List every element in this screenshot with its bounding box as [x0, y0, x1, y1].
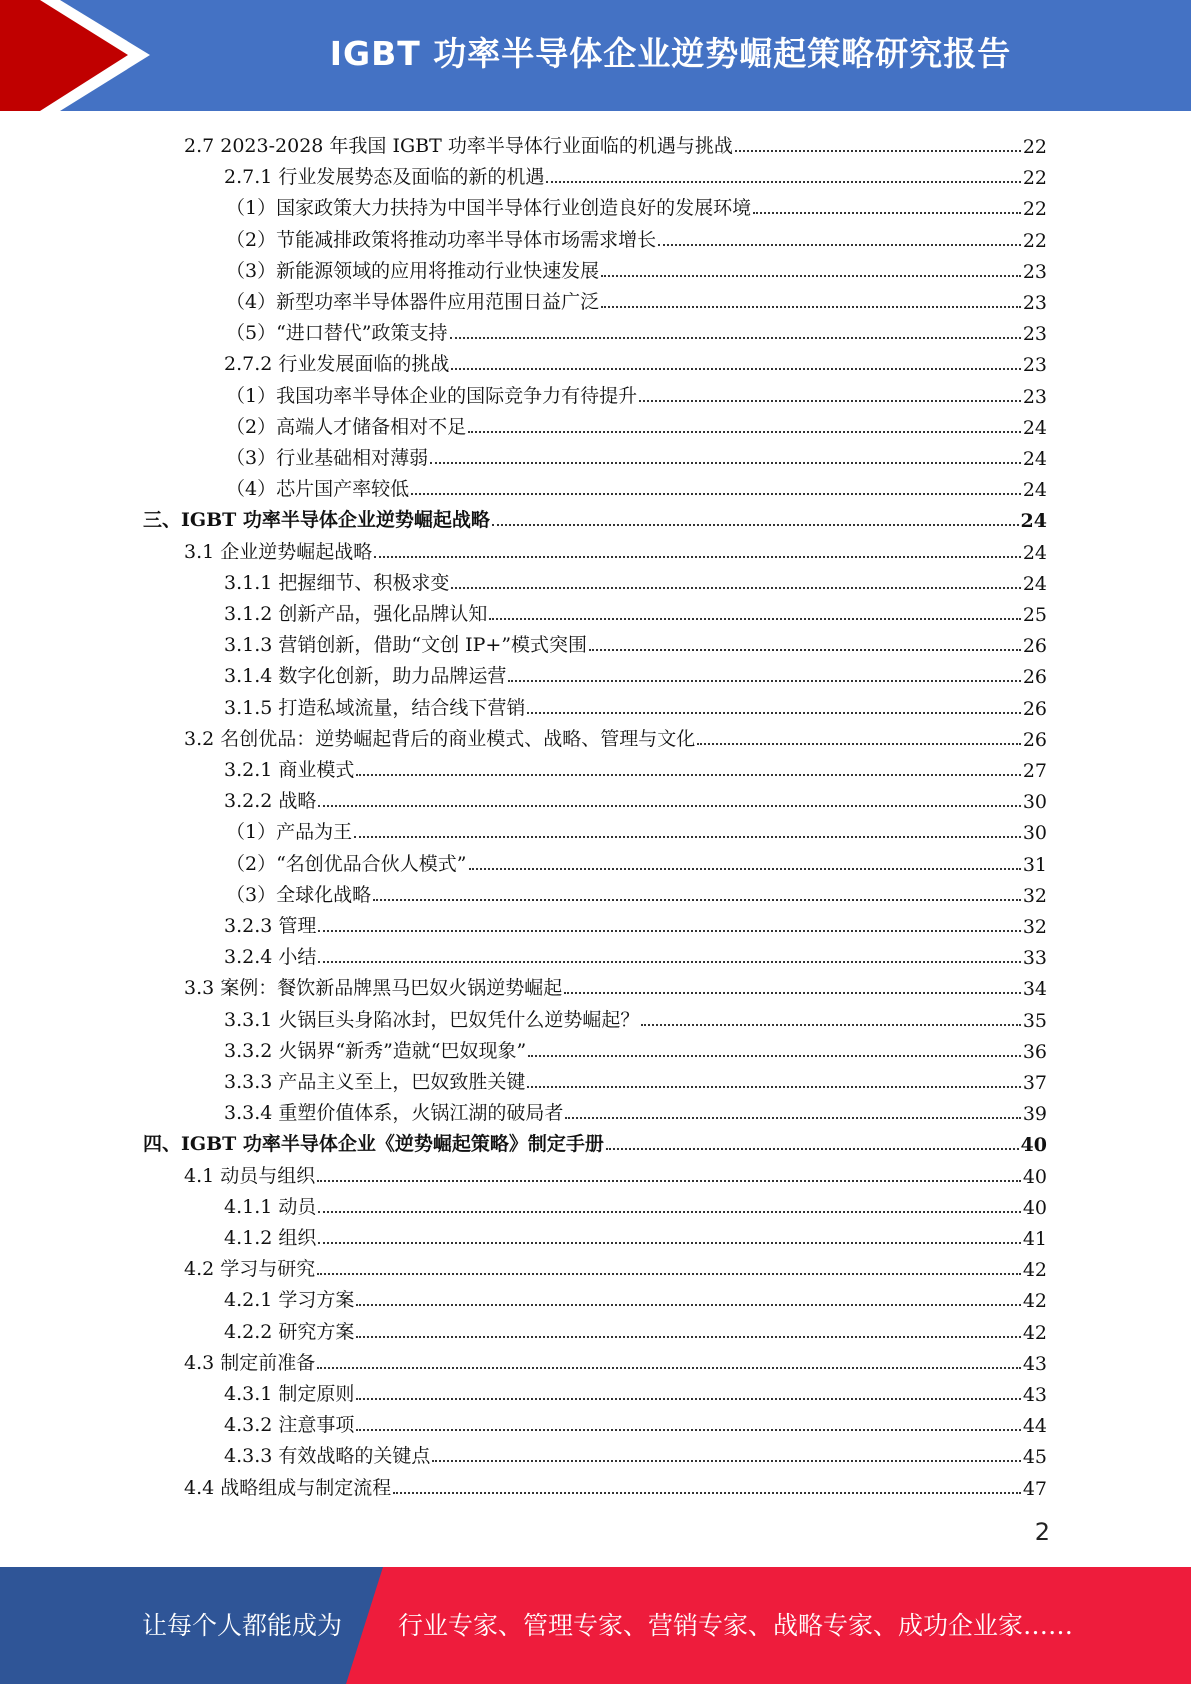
toc-entry[interactable] [226, 813, 1047, 844]
toc-dot-leader [356, 1429, 1020, 1431]
toc-entry-page: 42 [1022, 1290, 1047, 1313]
toc-dot-leader [658, 244, 1021, 246]
toc-entry[interactable] [143, 1125, 1047, 1156]
toc-entry[interactable] [184, 127, 1047, 158]
toc-entry-label: 2.7.1 行业发展势态及面临的新的机遇 [224, 166, 545, 189]
toc-entry-page: 32 [1022, 884, 1047, 907]
toc-entry-label: 3.3.3 产品主义至上，巴奴致胜关键 [224, 1071, 526, 1093]
toc-entry[interactable] [224, 907, 1047, 938]
toc-entry[interactable] [224, 1281, 1047, 1312]
toc-dot-leader [589, 649, 1021, 651]
toc-entry[interactable] [226, 845, 1047, 876]
toc-entry-label: （1）国家政策大力扶持为中国半导体行业创造良好的发展环境 [226, 197, 752, 220]
toc-entry[interactable] [224, 657, 1047, 688]
toc-entry-page: 24 [1022, 541, 1047, 564]
toc-entry-page: 41 [1022, 1228, 1047, 1250]
toc-dot-leader [489, 618, 1020, 620]
toc-entry-page: 36 [1022, 1040, 1047, 1063]
toc-entry-label: 3.3.4 重塑价值体系，火锅江湖的破局者 [224, 1102, 564, 1125]
page-number: 2 [1034, 1518, 1050, 1546]
toc-entry[interactable] [226, 283, 1047, 314]
toc-entry-label: 3.1.3 营销创新，借助“文创 IP+”模式突围 [224, 634, 588, 657]
toc-entry[interactable] [224, 1437, 1047, 1468]
toc-entry-label: 3.1 企业逆势崛起战略 [184, 540, 373, 563]
toc-entry[interactable] [224, 595, 1047, 626]
toc-entry[interactable] [184, 969, 1047, 1000]
toc-dot-leader [317, 1180, 1021, 1182]
toc-entry-page: 27 [1022, 760, 1047, 782]
toc-entry-page: 22 [1022, 198, 1047, 221]
toc-entry-label: 3.1.2 创新产品，强化品牌认知 [224, 603, 488, 625]
toc-entry-page: 40 [1022, 1196, 1047, 1219]
toc-entry[interactable] [224, 1406, 1047, 1437]
toc-entry-label: 4.2.1 学习方案 [224, 1289, 355, 1312]
toc-dot-leader [393, 1492, 1021, 1494]
toc-entry[interactable] [224, 345, 1047, 376]
toc-entry-page: 25 [1022, 604, 1047, 626]
toc-entry[interactable] [226, 314, 1047, 345]
toc-entry-label: 4.1.1 动员 [224, 1195, 317, 1218]
toc-entry-page: 23 [1022, 323, 1047, 346]
toc-entry-page: 34 [1022, 978, 1047, 1001]
toc-entry[interactable] [184, 1344, 1047, 1375]
toc-dot-leader [601, 275, 1021, 277]
toc-entry-page: 40 [1020, 1134, 1047, 1157]
toc-entry[interactable] [224, 1375, 1047, 1406]
toc-dot-leader [432, 1460, 1020, 1462]
toc-dot-leader [430, 462, 1021, 464]
toc-entry-page: 24 [1022, 416, 1047, 439]
toc-entry-page: 26 [1022, 635, 1047, 658]
toc-entry-label: 3.1.5 打造私域流量，结合线下营销 [224, 696, 526, 719]
toc-dot-leader [317, 1273, 1021, 1275]
toc-entry[interactable] [184, 1157, 1047, 1188]
toc-entry-page: 23 [1022, 354, 1047, 377]
toc-entry-label: 3.3 案例：餐饮新品牌黑马巴奴火锅逆势崛起 [184, 977, 563, 1000]
toc-dot-leader [527, 712, 1020, 714]
toc-dot-leader [318, 1211, 1020, 1213]
toc-entry[interactable] [143, 501, 1047, 532]
toc-dot-leader [697, 743, 1021, 745]
toc-entry-page: 26 [1022, 728, 1047, 751]
toc-entry-page: 43 [1022, 1384, 1047, 1406]
toc-dot-leader [527, 1086, 1020, 1088]
toc-entry-page: 23 [1022, 385, 1047, 408]
toc-dot-leader [546, 181, 1020, 183]
toc-dot-leader [450, 337, 1021, 339]
toc-dot-leader [565, 1117, 1020, 1119]
toc-entry-label: （1）产品为王 [226, 821, 353, 844]
toc-entry-page: 33 [1022, 947, 1047, 970]
toc-entry-page: 45 [1022, 1446, 1047, 1469]
toc-dot-leader [601, 306, 1021, 308]
toc-entry[interactable] [224, 751, 1047, 782]
toc-entry[interactable] [224, 564, 1047, 595]
toc-entry-label: 3.2.4 小结 [224, 946, 317, 969]
toc-entry[interactable] [184, 533, 1047, 564]
toc-dot-leader [356, 1336, 1020, 1338]
toc-dot-leader [753, 212, 1021, 214]
toc-entry-label: 3.3.2 火锅界“新秀”造就“巴奴现象” [224, 1039, 527, 1062]
toc-entry-page: 44 [1022, 1415, 1047, 1438]
toc-entry-label: 4.4 战略组成与制定流程 [184, 1476, 392, 1499]
toc-dot-leader [373, 899, 1021, 901]
toc-dot-leader [508, 680, 1020, 682]
toc-entry-page: 37 [1022, 1072, 1047, 1094]
toc-entry[interactable] [224, 626, 1047, 657]
page-footer [0, 1567, 1191, 1684]
toc-entry-page: 24 [1022, 448, 1047, 470]
toc-dot-leader [492, 524, 1019, 526]
toc-entry[interactable] [226, 876, 1047, 907]
toc-dot-leader [564, 992, 1021, 994]
toc-dot-leader [735, 150, 1021, 152]
toc-entry[interactable] [226, 189, 1047, 220]
toc-entry-label: 3.2.3 管理 [224, 915, 317, 937]
toc-entry-page: 30 [1022, 791, 1047, 814]
toc-entry-page: 22 [1022, 167, 1047, 190]
report-title: IGBT 功率半导体企业逆势崛起策略研究报告 [329, 34, 1012, 73]
toc-dot-leader [354, 836, 1021, 838]
toc-dot-leader [411, 493, 1021, 495]
toc-dot-leader [317, 1367, 1021, 1369]
toc-dot-leader [318, 930, 1020, 932]
toc-entry[interactable] [224, 1001, 1047, 1032]
toc-entry-label: 3.2.2 战略 [224, 790, 317, 813]
toc-entry-label: 3.3.1 火锅巨头身陷冰封，巴奴凭什么逆势崛起？ [224, 1008, 640, 1031]
toc-entry-page: 23 [1022, 260, 1047, 283]
toc-entry[interactable] [226, 408, 1047, 439]
toc-entry-label: 4.2.2 研究方案 [224, 1320, 355, 1343]
toc-entry-label: 4.2 学习与研究 [184, 1258, 316, 1281]
toc-entry-label: 三、IGBT 功率半导体企业逆势崛起战略 [143, 509, 490, 532]
toc-dot-leader [606, 1148, 1019, 1150]
toc-entry[interactable] [224, 1219, 1047, 1250]
toc-entry-label: 4.3.1 制定原则 [224, 1383, 355, 1405]
toc-entry-page: 43 [1022, 1352, 1047, 1375]
toc-entry-page: 30 [1022, 822, 1047, 845]
toc-entry-page: 22 [1022, 229, 1047, 252]
toc-entry-page: 24 [1022, 479, 1047, 502]
toc-entry-page: 40 [1022, 1165, 1047, 1188]
toc-entry-label: 四、IGBT 功率半导体企业《逆势崛起策略》制定手册 [143, 1133, 604, 1156]
toc-entry[interactable] [224, 689, 1047, 720]
toc-dot-leader [356, 1304, 1020, 1306]
toc-entry-label: （4）芯片国产率较低 [226, 478, 410, 501]
toc-entry[interactable] [184, 720, 1047, 751]
toc-entry-label: 4.1 动员与组织 [184, 1164, 316, 1187]
toc-dot-leader [356, 774, 1020, 776]
toc-entry[interactable] [224, 158, 1047, 189]
toc-dot-leader [318, 1242, 1020, 1244]
toc-entry-label: 3.2 名创优品：逆势崛起背后的商业模式、战略、管理与文化 [184, 727, 696, 750]
toc-dot-leader [374, 556, 1021, 558]
toc-entry-page: 26 [1022, 666, 1047, 689]
toc-entry[interactable] [224, 1032, 1047, 1063]
toc-dot-leader [356, 1398, 1020, 1400]
toc-entry-page: 32 [1022, 916, 1047, 938]
toc-entry-label: （2）高端人才储备相对不足 [226, 415, 467, 438]
toc-entry-page: 31 [1022, 853, 1047, 876]
header-chevron-decoration [0, 0, 160, 111]
toc-entry-label: 4.3.3 有效战略的关键点 [224, 1445, 431, 1468]
toc-entry-label: 2.7.2 行业发展面临的挑战 [224, 353, 450, 376]
toc-entry-label: 2.7 2023-2028 年我国 IGBT 功率半导体行业面临的机遇与挑战 [184, 135, 733, 157]
toc-dot-leader [639, 400, 1021, 402]
toc-entry[interactable] [226, 252, 1047, 283]
toc-entry[interactable] [226, 439, 1047, 470]
toc-entry[interactable] [224, 1313, 1047, 1344]
toc-dot-leader [468, 431, 1021, 433]
toc-entry-page: 42 [1022, 1259, 1047, 1282]
toc-entry-label: 3.1.4 数字化创新，助力品牌运营 [224, 665, 507, 688]
toc-entry-page: 35 [1022, 1009, 1047, 1032]
toc-entry-label: 3.2.1 商业模式 [224, 759, 355, 781]
toc-entry-page: 47 [1022, 1477, 1047, 1500]
toc-dot-leader [528, 1055, 1021, 1057]
toc-entry-label: （4）新型功率半导体器件应用范围日益广泛 [226, 291, 600, 313]
toc-entry[interactable] [224, 938, 1047, 969]
toc-entry-label: （3）行业基础相对薄弱 [226, 447, 429, 469]
toc-entry[interactable] [184, 1250, 1047, 1281]
toc-entry-label: 3.1.1 把握细节、积极求变 [224, 571, 450, 594]
toc-entry[interactable] [224, 782, 1047, 813]
footer-slogan-right: 行业专家、管理专家、营销专家、战略专家、成功企业家…… [398, 1611, 1074, 1640]
toc-dot-leader [469, 868, 1021, 870]
toc-entry-page: 23 [1022, 292, 1047, 314]
toc-entry[interactable] [184, 1469, 1047, 1500]
toc-entry-page: 42 [1022, 1321, 1047, 1344]
toc-entry[interactable] [224, 1063, 1047, 1094]
toc-entry-label: （3）新能源领域的应用将推动行业快速发展 [226, 259, 600, 282]
toc-entry-label: 4.1.2 组织 [224, 1227, 317, 1249]
toc-dot-leader [641, 1024, 1020, 1026]
toc-entry-label: （3）全球化战略 [226, 883, 372, 906]
page-header [0, 0, 1191, 111]
toc-entry-label: （1）我国功率半导体企业的国际竞争力有待提升 [226, 384, 638, 407]
toc-entry-page: 22 [1022, 136, 1047, 158]
toc-dot-leader [318, 961, 1020, 963]
toc-entry-label: （2）“名创优品合伙人模式” [226, 852, 467, 875]
toc-entry-page: 24 [1022, 572, 1047, 595]
toc-entry[interactable] [226, 221, 1047, 252]
toc-entry-label: 4.3.2 注意事项 [224, 1414, 355, 1437]
toc-dot-leader [451, 587, 1020, 589]
footer-slogan-left: 让每个人都能成为 [142, 1611, 343, 1640]
toc-entry-label: （2）节能减排政策将推动功率半导体市场需求增长 [226, 228, 657, 251]
toc-entry-label: （5）“进口替代”政策支持 [226, 322, 448, 345]
toc-entry-label: 4.3 制定前准备 [184, 1351, 316, 1374]
toc-entry[interactable] [224, 1094, 1047, 1125]
toc-entry[interactable] [226, 377, 1047, 408]
toc-entry[interactable] [224, 1188, 1047, 1219]
toc-entry-page: 24 [1020, 510, 1047, 533]
toc-dot-leader [318, 805, 1020, 807]
toc-entry[interactable] [226, 470, 1047, 501]
toc-dot-leader [451, 368, 1020, 370]
toc-entry-page: 39 [1022, 1103, 1047, 1126]
toc-entry-page: 26 [1022, 697, 1047, 720]
